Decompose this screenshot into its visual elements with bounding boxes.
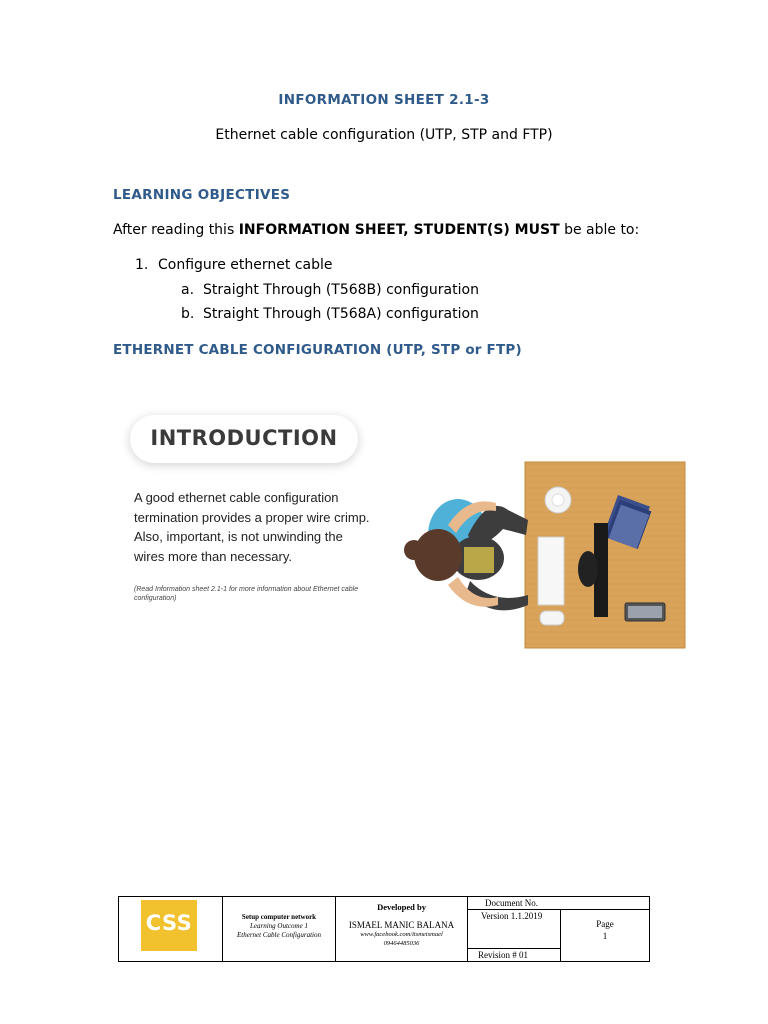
subitem-letter: b. <box>181 306 195 322</box>
document-version: Version 1.1.2019 <box>468 910 561 948</box>
intro-bold: INFORMATION SHEET, STUDENT(S) MUST <box>238 222 560 238</box>
page-cell <box>561 918 649 942</box>
objective-subitem <box>181 282 479 298</box>
developer-phone: 09464485036 <box>383 940 420 947</box>
document-number-label: Document No. <box>468 897 649 910</box>
course-topic: Ethernet Cable Configuration <box>237 931 321 939</box>
objective-subitem <box>181 306 479 322</box>
keyboard-icon <box>538 537 564 605</box>
intro-prefix: After reading this <box>113 222 239 238</box>
developer-facebook: www.facebook.com/itsmeismael <box>360 931 443 938</box>
objective-text: Configure ethernet cable <box>158 257 333 273</box>
footer-logo-cell <box>119 897 223 961</box>
introduction-image <box>113 395 703 685</box>
learning-outcome: Learning Outcome 1 <box>250 922 308 930</box>
footer-developer-cell <box>336 897 468 961</box>
introduction-badge <box>130 415 358 463</box>
intro-suffix: be able to: <box>559 222 640 238</box>
introduction-note: (Read Information sheet 2.1-1 for more information about Ethernet cable configuration) <box>134 586 359 602</box>
objectives-heading: LEARNING OBJECTIVES <box>113 187 291 203</box>
introduction-badge-label: INTRODUCTION <box>150 426 338 450</box>
developer-name: ISMAEL MANIC BALANA <box>348 920 455 930</box>
footer-course-cell <box>223 897 336 961</box>
document-revision: Revision # 01 <box>468 948 561 961</box>
css-logo <box>141 900 197 951</box>
section-heading: ETHERNET CABLE CONFIGURATION (UTP, STP or FTP) <box>113 342 522 358</box>
page-number: 1 <box>602 931 608 941</box>
sheet-title: INFORMATION SHEET 2.1-3 <box>278 92 490 108</box>
document-footer <box>118 896 650 962</box>
page-label: Page <box>596 919 614 929</box>
objective-number: 1. <box>135 257 149 273</box>
sheet-subtitle: Ethernet cable configuration (UTP, STP and FTP) <box>215 127 553 143</box>
course-title: Setup computer network <box>241 913 317 921</box>
subitem-text: Straight Through (T568A) configuration <box>203 306 479 322</box>
introduction-body: A good ethernet cable configuration termination provides a proper wire crimp. Also, important, is not unwinding the wires more than necessary. <box>134 490 370 564</box>
desk-illustration <box>368 455 698 655</box>
css-logo-text: CSS <box>145 911 193 935</box>
subitem-letter: a. <box>181 282 195 298</box>
objectives-intro <box>113 222 639 238</box>
developed-by-label: Developed by <box>377 902 426 912</box>
subitem-text: Straight Through (T568B) configuration <box>203 282 479 298</box>
objective-item <box>135 257 333 273</box>
mouse-icon <box>540 611 564 625</box>
